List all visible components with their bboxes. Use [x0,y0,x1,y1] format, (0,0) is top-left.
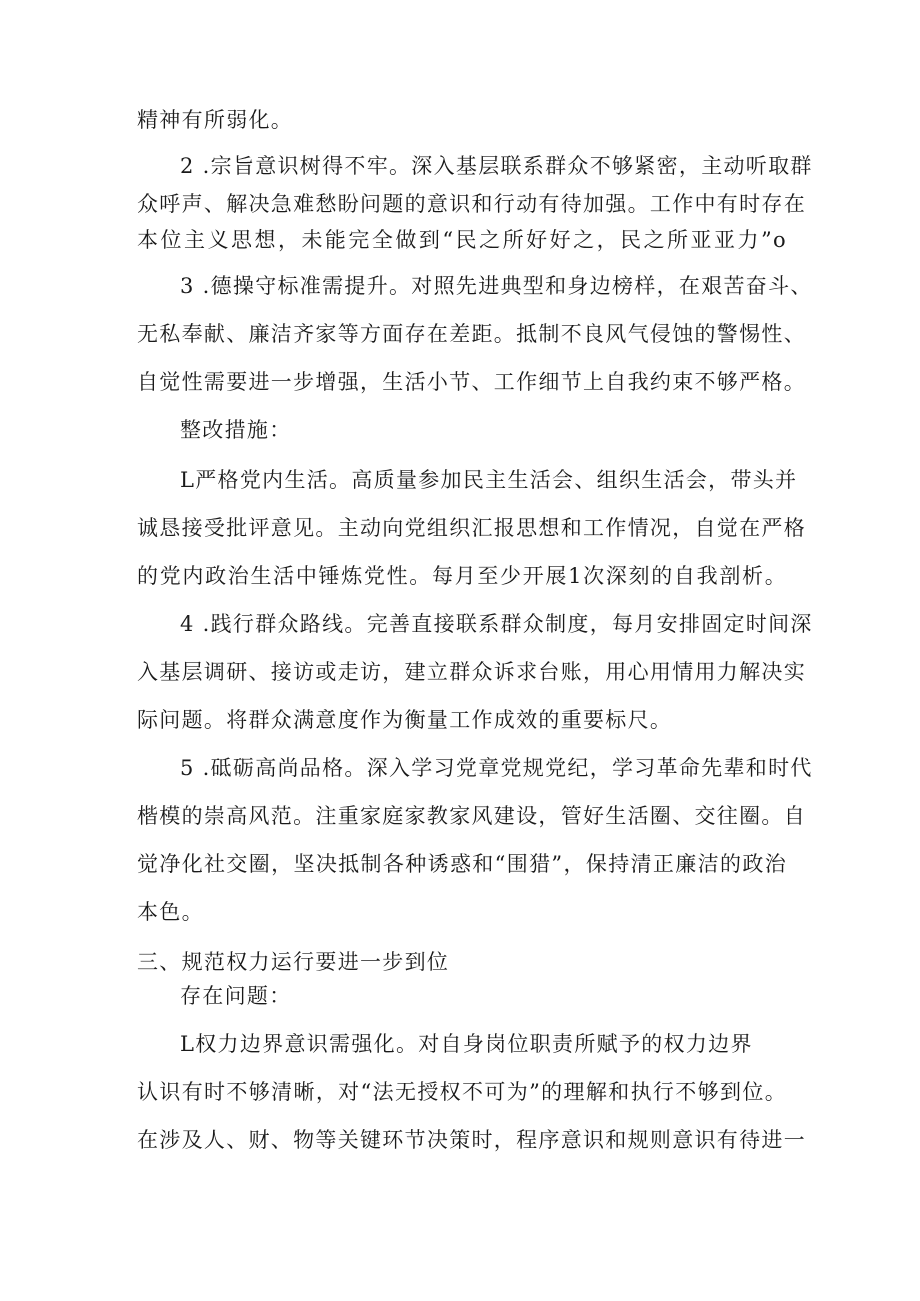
paragraph-line: 精神有所弱化。 [137,108,294,132]
paragraph-line: 觉净化社交圈，坚决抵制各种诱惑和“围猎”，保持清正廉洁的政治 [137,852,787,876]
paragraph-line: 际问题。将群众满意度作为衡量工作成效的重要标尺。 [137,708,673,732]
section-label: 整改措施： [180,418,292,442]
paragraph-line: 5 .砥砺高尚品格。深入学习党章党规党纪，学习革命先辈和时代 [180,756,813,780]
paragraph-line: 的党内政治生活中锤炼党性。每月至少开展1次深刻的自我剖析。 [137,564,787,588]
paragraph-line: 入基层调研、接访或走访，建立群众诉求台账，用心用情用力解决实 [137,660,806,684]
section-heading: 三、规范权力运行要进一步到位 [137,950,450,974]
section-label: 存在问题： [180,984,292,1008]
paragraph-line: 3 .德操守标准需提升。对照先进典型和身边榜样，在艰苦奋斗、 [180,274,813,298]
paragraph-line: 无私奉献、廉洁齐家等方面存在差距。抵制不良风气侵蚀的警惕性、 [137,322,806,346]
paragraph-line: 本色。 [137,900,204,924]
paragraph-line: L权力边界意识需强化。对自身岗位职责所赋予的权力边界 [180,1032,753,1056]
paragraph-line: 在涉及人、财、物等关键环节决策时，程序意识和规则意识有待进一 [137,1128,806,1152]
paragraph-line: 2 .宗旨意识树得不牢。深入基层联系群众不够紧密，主动听取群 [180,154,813,178]
paragraph-line: 众呼声、解决急难愁盼问题的意识和行动有待加强。工作中有时存在 [137,192,806,216]
paragraph-line: 自觉性需要进一步增强，生活小节、工作细节上自我约束不够严格。 [137,370,806,394]
paragraph-line: 4 .践行群众路线。完善直接联系群众制度，每月安排固定时间深 [180,612,813,636]
paragraph-line: 诚恳接受批评意见。主动向党组织汇报思想和工作情况，自觉在严格 [137,516,806,540]
paragraph-line: 认识有时不够清晰，对“法无授权不可为”的理解和执行不够到位。 [137,1080,787,1104]
paragraph-line: L严格党内生活。高质量参加民主生活会、组织生活会，带头并 [180,468,798,492]
paragraph-line: 楷模的崇高风范。注重家庭家教家风建设，管好生活圈、交往圈。自 [137,804,806,828]
paragraph-line: 本位主义思想，未能完全做到“民之所好好之，民之所亚亚力”o [137,228,787,252]
